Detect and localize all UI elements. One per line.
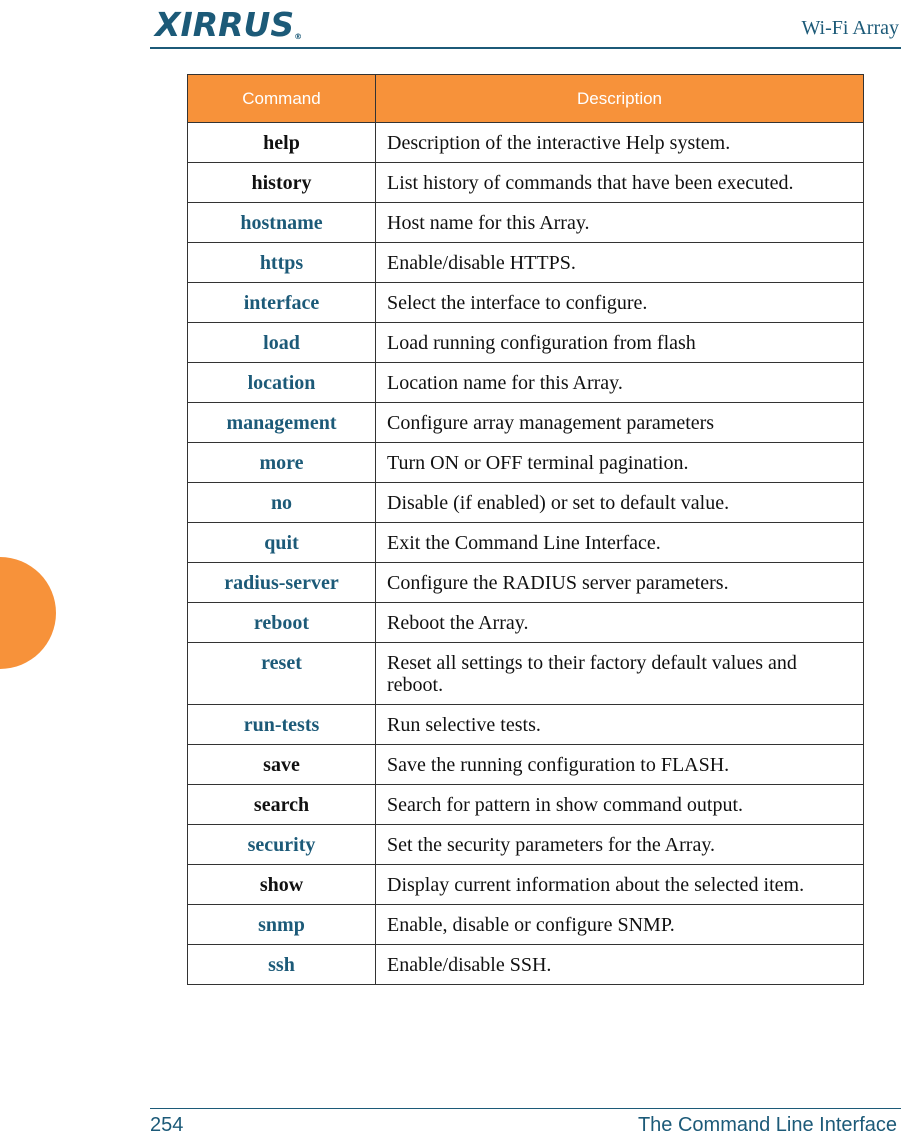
command-link[interactable]: quit — [188, 523, 376, 563]
description-cell: Exit the Command Line Interface. — [376, 523, 864, 563]
command-link[interactable]: load — [188, 323, 376, 363]
description-cell: List history of commands that have been executed. — [376, 163, 864, 203]
command-link[interactable]: reset — [188, 643, 376, 705]
command-table — [187, 74, 864, 985]
table-row — [188, 643, 864, 705]
command-cell: help — [188, 123, 376, 163]
description-cell: Enable/disable HTTPS. — [376, 243, 864, 283]
page-number: 254 — [150, 1114, 184, 1136]
command-link[interactable]: more — [188, 443, 376, 483]
table-row — [188, 163, 864, 203]
description-cell: Reboot the Array. — [376, 603, 864, 643]
table-row — [188, 123, 864, 163]
description-cell: Run selective tests. — [376, 705, 864, 745]
description-cell: Display current information about the selected item. — [376, 865, 864, 905]
command-link[interactable]: https — [188, 243, 376, 283]
table-row — [188, 203, 864, 243]
description-cell: Configure the RADIUS server parameters. — [376, 563, 864, 603]
description-cell: Select the interface to configure. — [376, 283, 864, 323]
description-cell: Search for pattern in show command output. — [376, 785, 864, 825]
header-divider — [150, 47, 901, 49]
table-row — [188, 283, 864, 323]
description-cell: Enable/disable SSH. — [376, 945, 864, 985]
description-cell: Load running configuration from flash — [376, 323, 864, 363]
header-title: Wi-Fi Array — [801, 17, 899, 39]
footer-section-title: The Command Line Interface — [637, 1114, 897, 1136]
table-row — [188, 825, 864, 865]
table-row — [188, 865, 864, 905]
table-row — [188, 905, 864, 945]
command-cell: save — [188, 745, 376, 785]
description-cell: Configure array management parameters — [376, 403, 864, 443]
command-link[interactable]: management — [188, 403, 376, 443]
description-cell: Set the security parameters for the Array. — [376, 825, 864, 865]
command-link[interactable]: security — [188, 825, 376, 865]
command-cell: search — [188, 785, 376, 825]
table-row — [188, 323, 864, 363]
command-link[interactable]: run-tests — [188, 705, 376, 745]
description-cell: Description of the interactive Help system. — [376, 123, 864, 163]
xirrus-logo: XIRRUS® — [155, 5, 303, 44]
command-link[interactable]: radius-server — [188, 563, 376, 603]
table-row — [188, 523, 864, 563]
table-row — [188, 603, 864, 643]
command-link[interactable]: hostname — [188, 203, 376, 243]
table-row — [188, 363, 864, 403]
table-row — [188, 785, 864, 825]
description-cell: Turn ON or OFF terminal pagination. — [376, 443, 864, 483]
column-header-description: Description — [376, 75, 864, 123]
command-link[interactable]: no — [188, 483, 376, 523]
footer-divider — [150, 1108, 901, 1109]
description-cell: Reset all settings to their factory default values and reboot. — [376, 643, 864, 705]
table-row — [188, 443, 864, 483]
command-link[interactable]: reboot — [188, 603, 376, 643]
description-cell: Enable, disable or configure SNMP. — [376, 905, 864, 945]
table-header-row — [188, 75, 864, 123]
description-cell: Location name for this Array. — [376, 363, 864, 403]
table-row — [188, 483, 864, 523]
table-row — [188, 563, 864, 603]
description-cell: Disable (if enabled) or set to default value. — [376, 483, 864, 523]
command-link[interactable]: interface — [188, 283, 376, 323]
table-row — [188, 243, 864, 283]
command-link[interactable]: location — [188, 363, 376, 403]
command-cell: show — [188, 865, 376, 905]
description-cell: Save the running configuration to FLASH. — [376, 745, 864, 785]
description-cell: Host name for this Array. — [376, 203, 864, 243]
table-row — [188, 745, 864, 785]
command-cell: history — [188, 163, 376, 203]
command-link[interactable]: ssh — [188, 945, 376, 985]
table-row — [188, 945, 864, 985]
table-row — [188, 403, 864, 443]
column-header-command: Command — [188, 75, 376, 123]
table-row — [188, 705, 864, 745]
command-link[interactable]: snmp — [188, 905, 376, 945]
chapter-tab-marker — [0, 557, 56, 669]
